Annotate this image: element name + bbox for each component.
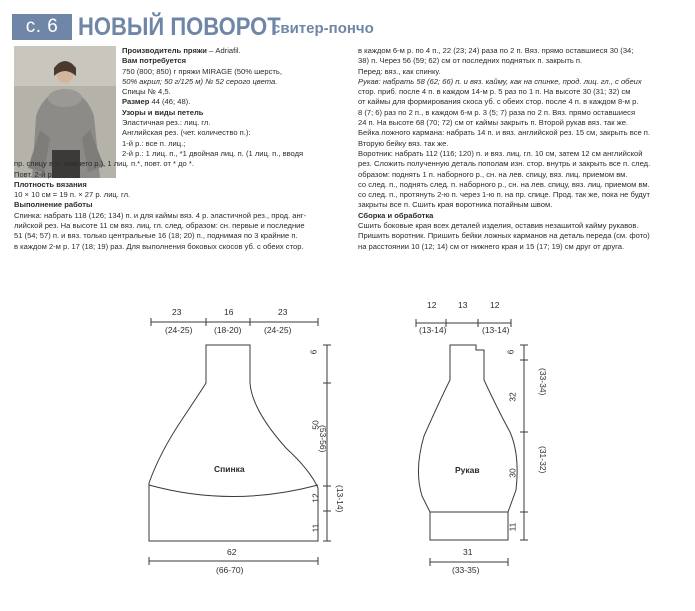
sleeve-top-dim-3: 12	[490, 300, 500, 310]
left-column-line: Эластичная рез.: лиц. гл.	[122, 118, 211, 128]
back-right-dim-2: 50	[310, 420, 321, 430]
right-column-line: 24 п. На высоте 68 (70; 72) см от каймы закрыть п. Второй рукав вяз. так же.	[358, 118, 629, 128]
left-column-line: 2-й р.: 1 лиц. п., *1 двойная лиц. п. (1 лиц. п., вводя	[122, 148, 304, 158]
sleeve-right-dim-2: 32	[507, 392, 518, 402]
right-column-line: Рукав: набрать 58 (62; 66) п. и вяз. кайму, как на спинке, прод. лиц. гл., с обеих	[358, 76, 642, 86]
left-column-line: 750 (800; 850) г пряжи MIRAGE (50% шерсть,	[122, 66, 282, 76]
left-column-line: Узоры и виды петель	[122, 107, 204, 117]
left-column-line: лийской рез. На высоте 11 см вяз. лиц. гл. след. образом: сн. первые и последние	[14, 221, 305, 231]
sleeve-bottom-dim: 31	[463, 547, 473, 557]
back-right-dim-sub-1: (53-56)	[318, 425, 328, 453]
left-column-line: Вам потребуется	[122, 56, 187, 66]
left-column-line: в каждом 2-м р. 17 (18; 19) раз. Для выполнения боковых скосов уб. с обеих стор.	[14, 241, 304, 251]
back-top-dim-sub-1: (24-25)	[165, 325, 193, 335]
back-top-dim-1: 23	[172, 307, 182, 317]
back-hem-line	[149, 485, 318, 497]
right-column-line: 38) п. Через 56 (59; 62) см от последних поднятых п. закрыть п.	[358, 56, 583, 66]
back-bottom-dim: 62	[227, 547, 237, 557]
sleeve-right-dim-3: 30	[507, 468, 518, 478]
sleeve-right-dim-sub-2: (31-32)	[538, 446, 548, 474]
left-column-line: Спинка: набрать 118 (126; 134) п. и для каймы вяз. 4 р. эластичной рез., прод. анг-	[14, 210, 306, 220]
right-column-line: Воротник: набрать 112 (116; 120) п. и вяз. лиц. гл. 10 см, затем 12 см английской	[358, 148, 643, 158]
sleeve-top-dim-2: 13	[458, 300, 468, 310]
sleeve-right-dim-sub-1: (33-34)	[538, 368, 548, 396]
right-column-line: закрыты все п. Сшить края воротника потайным швом.	[358, 200, 553, 210]
back-right-dim-1: 6	[308, 349, 319, 355]
right-column-line: Перед: вяз., как спинку.	[358, 66, 441, 76]
article-subtitle: свитер-пончо	[272, 20, 374, 37]
right-column-line: Пришить воротник. Пришить бейки ложных карманов на деталь переда (см. фото)	[358, 231, 650, 241]
left-column-line: 50% акрил; 50 г/125 м) № 52 серого цвета.	[122, 76, 278, 86]
sleeve-outline	[418, 345, 517, 540]
left-column-line: Повт. 2-й р.	[14, 169, 54, 179]
right-column-line: со след. п., протянуть 2-ю п. через 1-ю п. на пр. спице. Прод. так же, пока не будут	[358, 190, 650, 200]
sleeve-label: Рукав	[455, 465, 480, 475]
right-column-line: на расстоянии 10 (12; 14) см от нижнего края и 15 (17; 19) см друг от друга.	[358, 241, 625, 251]
back-right-dim-3: 12	[310, 493, 321, 503]
page-number-badge: с. 6	[12, 14, 72, 40]
back-top-dim-sub-3: (24-25)	[264, 325, 292, 335]
back-bottom-dim-sub: (66-70)	[216, 565, 244, 575]
right-column-line: рез. Сложить полученную деталь пополам изн. стор. внутрь и закрыть все п. след.	[358, 159, 651, 169]
right-column-line: образом: поднять 1 п. наборного р., сн. на лев. спицу, вяз. лиц. приемом вм.	[358, 169, 628, 179]
sleeve-right-dim-1: 6	[505, 349, 516, 355]
sleeve-right-dim-4: 11	[507, 522, 518, 532]
right-column-line: Бейка ложного кармана: набрать 14 п. и вяз. английской рез. 15 см, закрыть все п.	[358, 128, 651, 138]
article-title: НОВЫЙ ПОВОРОТ	[78, 13, 281, 41]
sleeve-top-dim-sub-2: (13-14)	[482, 325, 510, 335]
left-column-line: Производитель пряжи – Adriafil.	[122, 46, 241, 55]
right-column-line: от каймы для формирования скоса уб. с обеих стор. после 4 п. в каждом 8-м р.	[358, 97, 639, 107]
right-column-line: в каждом 6-м р. по 4 п., 22 (23; 24) раза по 2 п. Вяз. прямо оставшиеся 30 (34;	[358, 46, 634, 55]
left-column-line: Спицы № 4,5.	[122, 87, 171, 97]
left-column-line: Размер 44 (46; 48).	[122, 97, 191, 107]
right-column-line: Вторую бейку вяз. так же.	[358, 138, 449, 148]
left-column-line: 1-й р.: все п. лиц.;	[122, 138, 186, 148]
left-column-line: Выполнение работы	[14, 200, 93, 210]
left-column-line: 51 (54; 57) п. и вяз. только центральные 16 (18; 20) п., поднимая по 3 крайние п.	[14, 231, 298, 241]
right-column-line: со след. п., поднять след. п. наборного р., сн. на лев. спицу, вяз. лиц. приемом вм.	[358, 179, 650, 189]
right-column-line: Сборка и обработка	[358, 210, 434, 220]
back-top-dim-2: 16	[224, 307, 234, 317]
sleeve-right-dim-line	[520, 345, 528, 540]
back-label: Спинка	[214, 464, 245, 474]
back-top-dim-3: 23	[278, 307, 288, 317]
right-column-line: 8 (7; 6) раз по 2 п., в каждом 6-м р. 3 (5; 7) раза по 2 п. Вяз. прямо оставшиеся	[358, 107, 636, 117]
back-bottom-dim-line	[149, 557, 318, 565]
sleeve-bottom-dim-sub: (33-35)	[452, 565, 480, 575]
back-top-dim-sub-2: (18-20)	[214, 325, 242, 335]
left-column-line: 10 × 10 см = 19 п. × 27 р. лиц. гл.	[14, 190, 131, 200]
sleeve-top-dim-sub-1: (13-14)	[419, 325, 447, 335]
sleeve-top-dim-1: 12	[427, 300, 437, 310]
right-column-line: стор. приб. после 4 п. в каждом 14-м р. 5 раз по 1 п. На высоте 30 (31; 32) см	[358, 87, 631, 97]
back-right-dim-4: 11	[310, 523, 321, 533]
right-column-line: Сшить боковые края всех деталей изделия, оставив незашитой кайму рукавов.	[358, 221, 639, 231]
back-right-dim-sub-2: (13-14)	[335, 485, 345, 513]
back-outline	[149, 345, 321, 541]
left-column-line: Плотность вязания	[14, 179, 87, 189]
left-column-line: Английская рез. (чет. количество п.):	[122, 128, 251, 138]
left-column-line: пр. спицу в п. нижнего р.), 1 лиц. п.*, повт. от * до *.	[14, 159, 194, 169]
